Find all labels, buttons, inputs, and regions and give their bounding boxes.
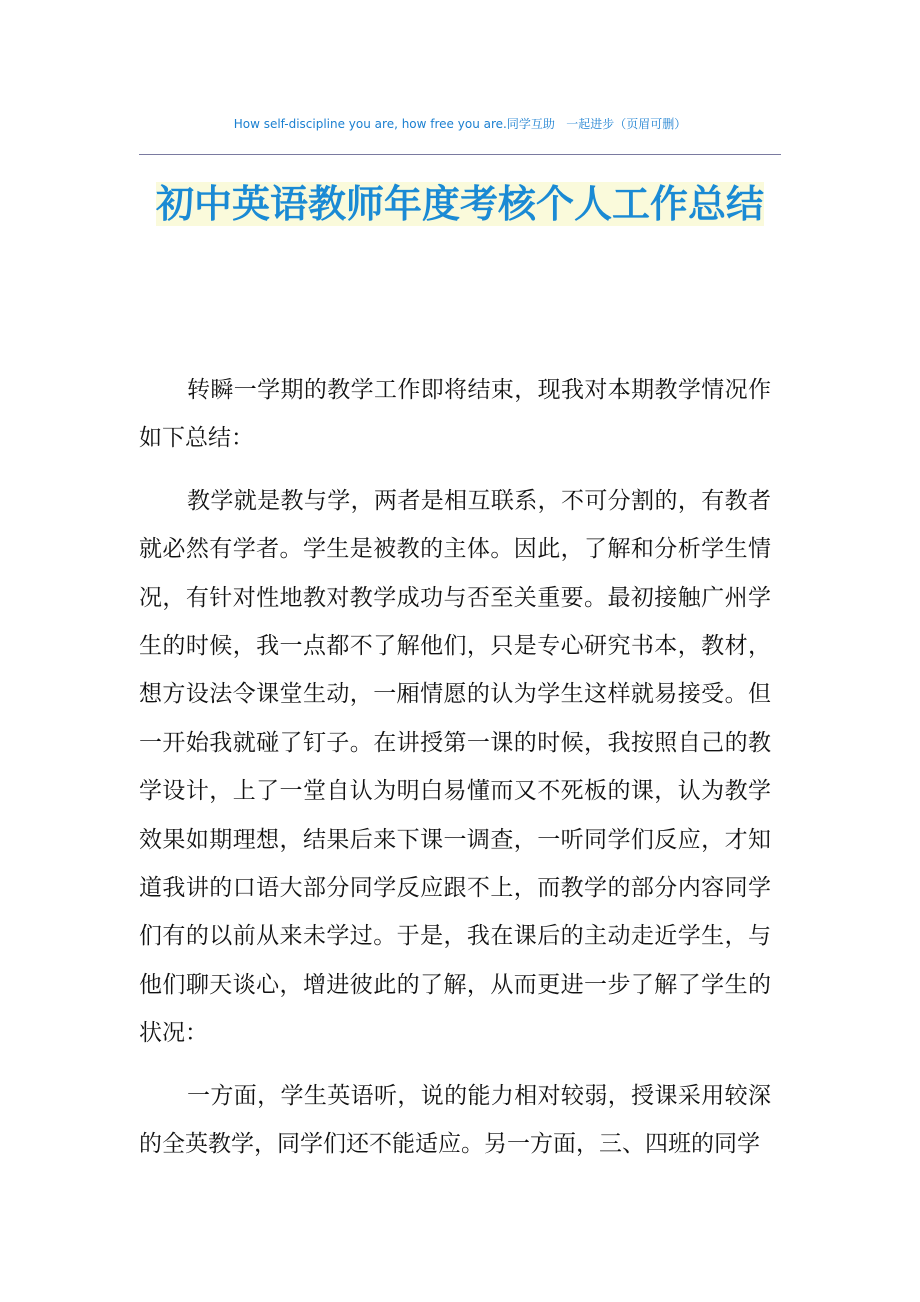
header-divider bbox=[139, 154, 781, 155]
paragraph-teaching: 教学就是教与学，两者是相互联系，不可分割的，有教者就必然有学者。学生是被教的主体。因此，了解和分析学生情况，有针对性地教对教学成功与否至关重要。最初接触广州学生的时候，我一点都不了解他们，只是专心研究书本，教材，想方设法令课堂生动，一厢情愿的认为学生这样就易接受。但一开始我就碰了钉子。在讲授第一课的时候，我按照自己的教学设计，上了一堂自认为明白易懂而又不死板的课，认为教学效果如期理想，结果后来下课一调查，一听同学们反应，才知道我讲的口语大部分同学反应跟不上，而教学的部分内容同学们有的以前从来未学过。于是，我在课后的主动走近学生，与他们聊天谈心，增进彼此的了解，从而更进一步了解了学生的状况： bbox=[139, 487, 771, 1047]
document-body bbox=[139, 366, 771, 1183]
document-title-block bbox=[139, 168, 781, 240]
document-title: 初中英语教师年度考核个人工作总结 bbox=[155, 182, 764, 226]
page-header: How self-discipline you are, how free you are.同学互助 一起进步（页眉可删） bbox=[233, 117, 687, 131]
paragraph-intro: 转瞬一学期的教学工作即将结束，现我对本期教学情况作如下总结： bbox=[139, 377, 771, 452]
paragraph-situation: 一方面，学生英语听，说的能力相对较弱，授课采用较深的全英教学，同学们还不能适应。另一方面，三、四班的同学 bbox=[139, 1082, 771, 1158]
